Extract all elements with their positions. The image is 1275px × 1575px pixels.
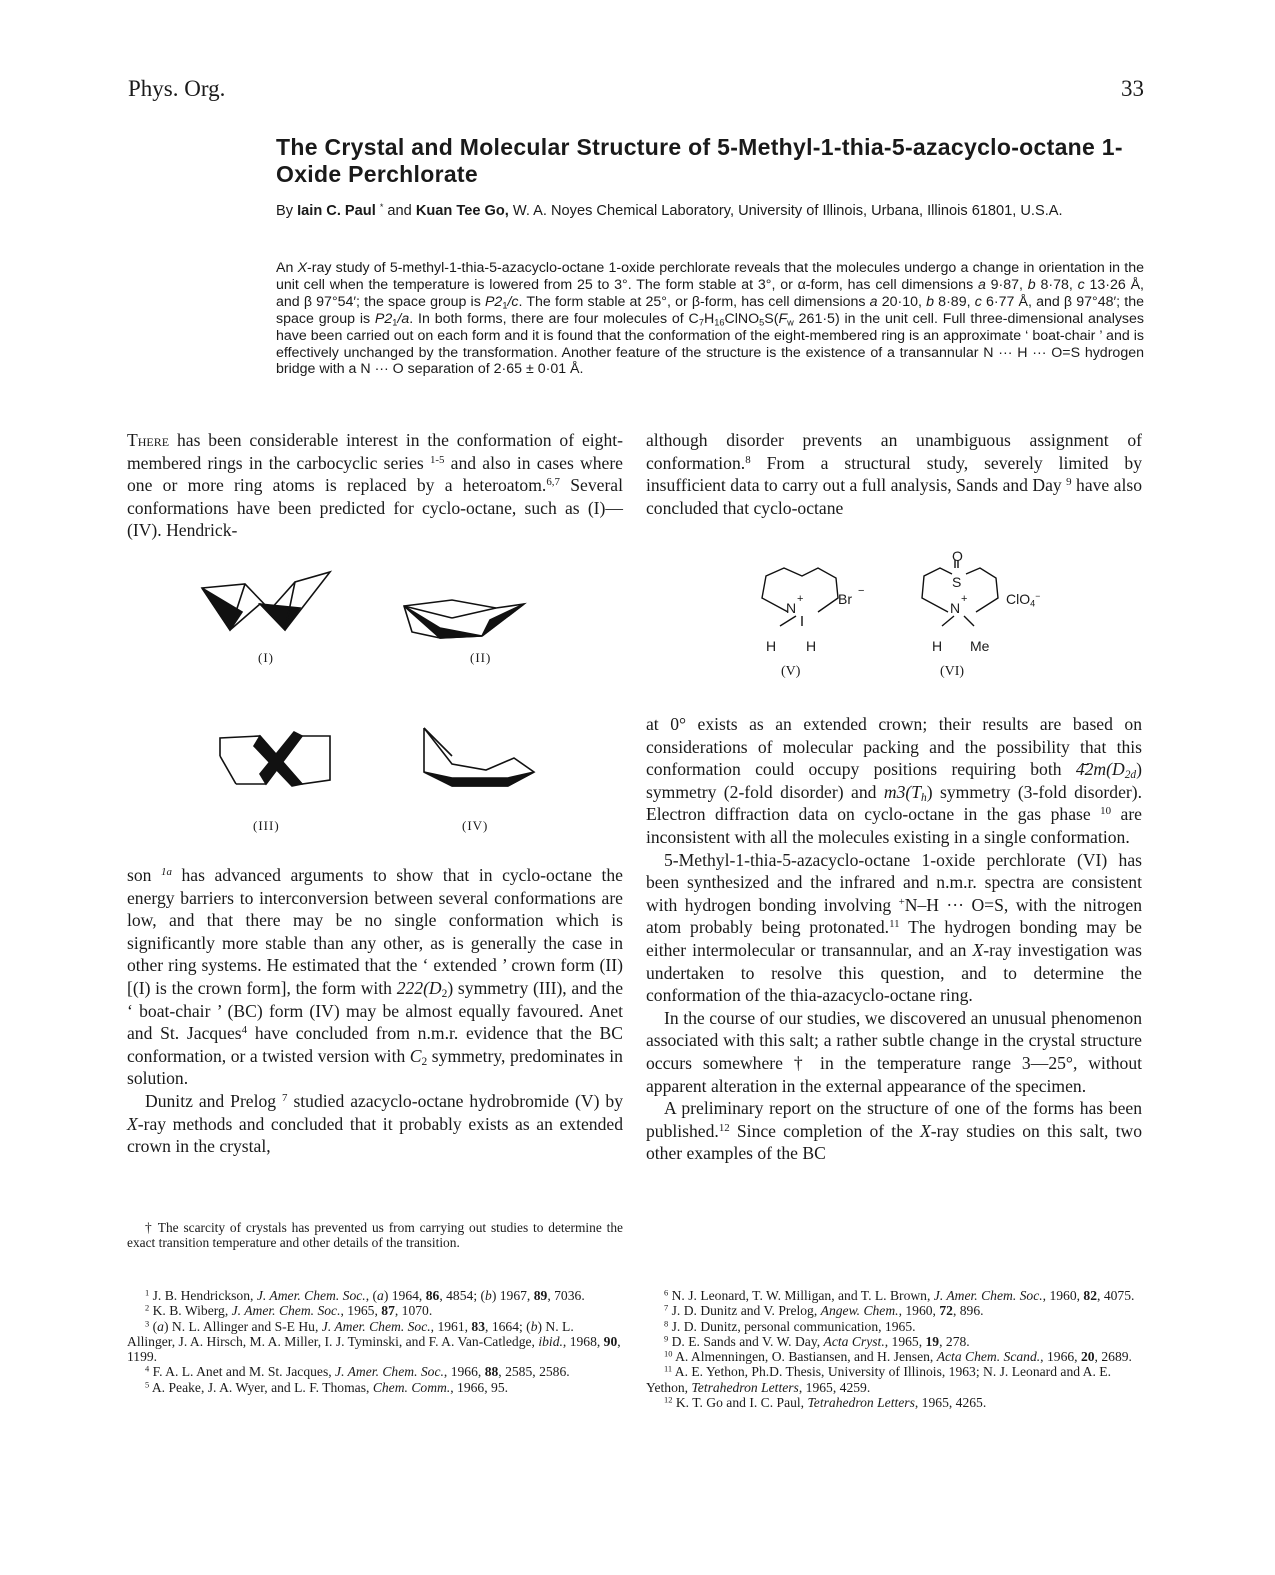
reference-2: $^2$ K. B. Wiberg, J. Amer. Chem. Soc., 1965, 87, 1070. <box>145 1302 433 1319</box>
reference-10: $^{10}$ A. Almenningen, O. Bastiansen, and H. Jensen, Acta Chem. Scand., 1966, 20, 2689. <box>664 1348 1132 1365</box>
conformation-IV-boat-chair <box>424 728 534 786</box>
molecule-VI-thia-azacyclooctane-oxide <box>922 560 998 626</box>
molecule-label-VI: (VI) <box>940 664 965 679</box>
reference-8: $^8$ J. D. Dunitz, personal communication, 1965. <box>664 1317 916 1334</box>
author-1: Iain C. Paul <box>297 203 376 219</box>
conformation-III-d2 <box>220 732 330 786</box>
figure-label-IV: (IV) <box>462 818 489 833</box>
page-number: 33 <box>1121 76 1144 101</box>
reference-1: $^1$ J. B. Hendrickson, J. Amer. Chem. Soc., (a) 1964, 86, 4854; (b) 1967, 89, 7036. <box>145 1287 585 1303</box>
vi-hydrogen: H <box>932 638 943 654</box>
v-nitrogen: N <box>786 600 797 616</box>
and-text: and <box>387 203 412 219</box>
figure-label-II: (II) <box>470 650 492 665</box>
references-right <box>646 1288 1142 1410</box>
abstract: An X-ray study of 5-methyl-1-thia-5-azacyclo-octane 1-oxide perchlorate reveals that the molecules undergo a change in orientation in the unit cell when the temperature is lowered from 25 to 3°. The form stable at 3°, or α-form, has cell dimensions a 9·87, b 8·78, c 13·26 Å, and β 97°54′; the space group is $P2_1/c$. The form stable at 25°, or β-form, has cell dimensions a 20·10, b 8·89, c 6·77 Å, and β 97°48′; the space group is $P2_1/a$. In both forms, there are four molecules of $C_7H_{16}ClNO_5S(F_w$ 261·5) in the unit cell. Full three-dimensional analyses have been carried out on each form and it is found that the conformation of the eight-membered ring is an approximate ‘ boat-chair ’ and is effectively unchanged by the transformation. Another feature of the structure is the existence of a transannular N ··· H ··· O=S hydrogen bridge with a N ··· O separation of 2·65 ± 0·01 Å. <box>276 260 1145 378</box>
v-plus: + <box>797 593 804 605</box>
references-left <box>127 1288 623 1395</box>
corresponding-star: * <box>379 202 384 213</box>
reference-3: $^3$ (a) N. L. Allinger and S-E Hu, J. Amer. Chem. Soc., 1961, 83, 1664; (b) N. L. Allinger, J. A. Hirsch, M. A. Miller, I. J. Tyminski, and F. A. Van-Catledge, ibid., 1968, 90, 1199. <box>127 1317 621 1365</box>
article-title: The Crystal and Molecular Structure of 5-Methyl-1-thia-5-azacyclo-octane 1-Oxide Perchlorate <box>276 134 1123 187</box>
author-2: Kuan Tee Go, <box>415 203 509 219</box>
right-paragraph-5: A preliminary report on the structure of one of the forms has been published.$^{12}$ Since completion of the X-ray studies on this salt, two other examples of the BC <box>646 1098 1142 1164</box>
v-bromide: Br <box>838 591 852 607</box>
figure-label-III: (III) <box>253 818 280 833</box>
author-line <box>276 203 1144 220</box>
right-col-continued <box>646 713 1142 1165</box>
reference-11: $^{11}$ A. E. Yethon, Ph.D. Thesis, University of Illinois, 1963; N. J. Leonard and A. E. Yethon, Tetrahedron Letters, 1965, 4259. <box>646 1363 1111 1395</box>
figure-label-I: (I) <box>258 650 274 665</box>
right-paragraph-4: In the course of our studies, we discovered an unusual phenomenon associated with this salt; a rather subtle change in the crystal structure occurs somewhere † in the temperature range 3—25°, without apparent alteration in the external appearance of the specimen. <box>646 1007 1143 1096</box>
cyclooctane-conformations-figure <box>190 560 560 840</box>
vi-sulfur: S <box>952 574 962 590</box>
reference-4: $^4$ F. A. L. Anet and M. St. Jacques, J. Amer. Chem. Soc., 1966, 88, 2585, 2586. <box>145 1363 570 1380</box>
reference-5: $^5$ A. Peake, J. A. Wyer, and L. F. Thomas, Chem. Comm., 1966, 95. <box>145 1379 509 1395</box>
affiliation: W. A. Noyes Chemical Laboratory, University of Illinois, Urbana, Illinois 61801, U.S.A. <box>512 203 1063 219</box>
v-hydrogen-2: H <box>806 638 817 654</box>
vi-perchlorate: ClO$_4$− <box>1006 591 1041 609</box>
right-paragraph-2: at 0° exists as an extended crown; their results are based on considerations of molecular packing and the possibility that this conformation could occupy positions requiring both $4̄2m(D_{2d})$ symmetry (2-fold disorder) and $m3(T_h)$ symmetry (3-fold disorder). Electron diffraction data on cyclo-octane in the gas phase $^{10}$ are inconsistent with all the molecules existing in a single conformation. <box>646 714 1143 847</box>
running-header-journal: Phys. Org. <box>128 76 226 101</box>
molecule-label-V: (V) <box>781 664 801 679</box>
v-minus: − <box>858 585 865 597</box>
right-col-paragraph-1: although disorder prevents an unambiguous assignment of conformation.$^8$ From a structural study, severely limited by insufficient data to carry out a full analysis, Sands and Day $^9$ have also concluded that cyclo-octane <box>646 430 1142 518</box>
reference-12: $^{12}$ K. T. Go and I. C. Paul, Tetrahedron Letters, 1965, 4265. <box>664 1394 987 1411</box>
vi-plus: + <box>961 593 968 605</box>
vi-methyl: Me <box>970 638 990 654</box>
conformation-I-crown <box>202 572 330 630</box>
reference-6: $^6$ N. J. Leonard, T. W. Milligan, and T. L. Brown, J. Amer. Chem. Soc., 1960, 82, 4075. <box>664 1287 1135 1303</box>
reference-9: $^9$ D. E. Sands and V. W. Day, Acta Cryst., 1965, 19, 278. <box>664 1333 970 1349</box>
v-hydrogen-1: H <box>766 638 777 654</box>
left-col-continued <box>127 864 623 1158</box>
by-text: By <box>276 203 294 219</box>
vi-oxygen: O <box>952 548 963 564</box>
reference-7: $^7$ J. D. Dunitz and V. Prelog, Angew. Chem., 1960, 72, 896. <box>664 1302 984 1319</box>
right-paragraph-3: 5-Methyl-1-thia-5-azacyclo-octane 1-oxide perchlorate (VI) has been synthesized and the infrared and n.m.r. spectra are consistent with hydrogen bonding involving +N–H ··· O=S, with the nitrogen atom probably being protonated.$^{11}$ The hydrogen bonding may be either intermolecular or transannular, and an X-ray investigation was undertaken to resolve this question, and to determine the conformation of the thia-azacyclo-octane ring. <box>646 849 1142 1006</box>
footnote-dagger: † The scarcity of crystals has prevented us from carrying out studies to determine the exact transition temperature and other details of the transition. <box>127 1220 623 1251</box>
left-col-paragraph-1: There has been considerable interest in the conformation of eight-membered rings in the carbocyclic series $^{1-5}$ and also in cases where one or more ring atoms is replaced by a heteroatom.$^{6,7}$ Several conformations have been predicted for cyclo-octane, such as (I)—(IV). Hendrick- <box>127 430 624 541</box>
vi-nitrogen: N <box>950 600 961 616</box>
conformation-II-extended-crown <box>404 600 524 638</box>
left-paragraph-3: Dunitz and Prelog $^7$ studied azacyclo-octane hydrobromide (V) by X-ray methods and concluded that it probably exists as an extended crown in the crystal, <box>127 1090 623 1157</box>
left-paragraph-2: son $^{1a}$ has advanced arguments to show that in cyclo-octane the energy barriers to interconversion between several conformations are low, and that there may be no single conformation which is significantly more stable than any other, as is generally the case in other ring systems. He estimated that the ‘ extended ’ crown form (II) [(I) is the crown form], the form with $222(D_2)$ symmetry (III), and the ‘ boat-chair ’ (BC) form (IV) may be almost equally favoured. Anet and St. Jacques$^4$ have concluded from n.m.r. evidence that the BC conformation, or a twisted version with $C_2$ symmetry, predominates in solution. <box>127 865 623 1089</box>
